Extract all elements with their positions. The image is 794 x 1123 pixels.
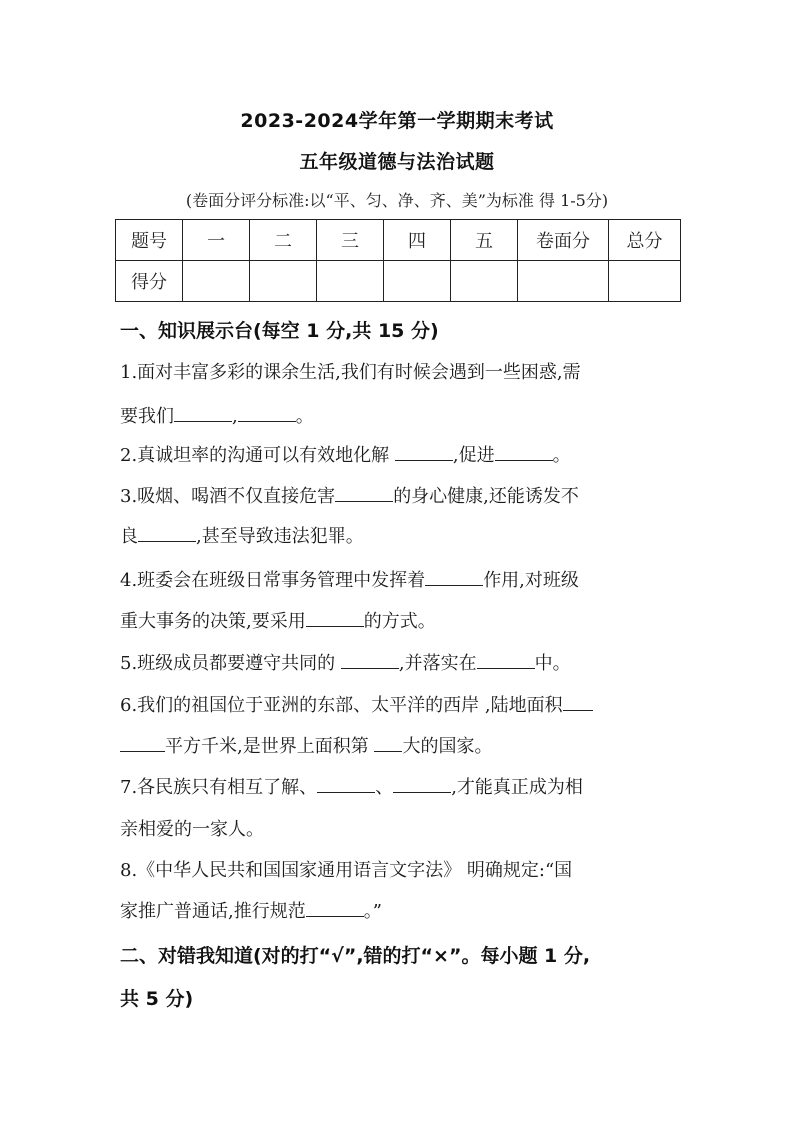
q7-text-c: ,才能真正成为相 <box>451 777 583 798</box>
score-table-cell: 五 <box>451 220 518 261</box>
score-empty-cell[interactable] <box>317 261 384 302</box>
answer-blank-continued[interactable] <box>120 732 165 752</box>
question-1-line2 <box>120 402 680 428</box>
q8-text-b1: 家推广普通话,推行规范 <box>120 901 306 922</box>
question-8-line1 <box>120 856 680 882</box>
q4-text-c2: 的方式。 <box>363 611 436 632</box>
score-empty-cell[interactable] <box>609 261 681 302</box>
q5-text-c: 中。 <box>534 653 571 674</box>
score-empty-cell[interactable] <box>384 261 451 302</box>
q7-text-d: 亲相爱的一家人。 <box>120 819 264 840</box>
q5-text-b: ,并落实在 <box>398 653 477 674</box>
q6-text-b2: 大的国家。 <box>402 736 493 757</box>
score-table-cell: 题号 <box>116 220 183 261</box>
answer-blank[interactable] <box>174 402 232 422</box>
score-table-cell: 四 <box>384 220 451 261</box>
question-3-line1 <box>120 482 680 508</box>
answer-blank[interactable] <box>395 441 453 461</box>
q3-text-c1: 良 <box>120 526 138 547</box>
question-7-line2 <box>120 815 680 841</box>
question-8-line2 <box>120 897 680 923</box>
answer-blank[interactable] <box>495 441 553 461</box>
answer-blank[interactable] <box>306 897 364 917</box>
q2-text-c: 。 <box>552 445 571 466</box>
score-table-header-row <box>116 220 681 261</box>
score-empty-cell[interactable] <box>451 261 518 302</box>
score-table-cell: 卷面分 <box>518 220 609 261</box>
q7-text-a: 7.各民族只有相互了解、 <box>120 777 318 798</box>
score-table-cell: 总分 <box>609 220 681 261</box>
q2-text-b: ,促进 <box>452 445 495 466</box>
answer-blank[interactable] <box>335 482 393 502</box>
q1-text-b1: 要我们 <box>120 406 174 427</box>
answer-blank[interactable] <box>138 522 196 542</box>
q3-text-a: 3.吸烟、喝酒不仅直接危害 <box>120 486 336 507</box>
exam-title: 2023-2024学年第一学期期末考试 <box>240 110 554 132</box>
section2-heading-line2: 共 5 分) <box>120 988 194 1010</box>
score-table <box>115 219 681 302</box>
question-7-line1 <box>120 773 680 799</box>
question-6-line2 <box>120 732 680 758</box>
q6-text-a: 6.我们的祖国位于亚洲的东部、太平洋的西岸 ,陆地面积 <box>120 695 563 716</box>
question-2 <box>120 441 680 467</box>
question-4-line2 <box>120 607 680 633</box>
answer-blank[interactable] <box>425 566 483 586</box>
question-5 <box>120 649 680 675</box>
scoring-note: (卷面分评分标准:以“平、匀、净、齐、美”为标准 得 1-5分) <box>185 191 609 210</box>
score-table-score-row <box>116 261 681 302</box>
answer-blank[interactable] <box>374 732 402 752</box>
section1-heading: 一、知识展示台(每空 1 分,共 15 分) <box>120 320 439 342</box>
question-4-line1 <box>120 566 680 592</box>
q4-text-a: 4.班委会在班级日常事务管理中发挥着 <box>120 570 426 591</box>
score-empty-cell[interactable] <box>183 261 250 302</box>
q4-text-c1: 重大事务的决策,要采用 <box>120 611 306 632</box>
question-1-line1 <box>120 358 680 384</box>
q1-text-b3: 。 <box>295 406 314 427</box>
question-6-line1 <box>120 691 680 717</box>
section2-heading-line1: 二、对错我知道(对的打“√”,错的打“×”。每小题 1 分, <box>120 945 591 967</box>
q7-text-b: 、 <box>375 777 394 798</box>
q3-text-b: 的身心健康,还能诱发不 <box>393 486 579 507</box>
answer-blank[interactable] <box>563 691 593 711</box>
answer-blank[interactable] <box>317 773 375 793</box>
answer-blank[interactable] <box>477 649 535 669</box>
q1-text: 1.面对丰富多彩的课余生活,我们有时候会遇到一些困惑,需 <box>120 362 581 383</box>
q8-text-a: 8.《中华人民共和国国家通用语言文字法》 明确规定:“国 <box>120 860 573 881</box>
answer-blank[interactable] <box>393 773 451 793</box>
score-table-cell: 三 <box>317 220 384 261</box>
score-row-label: 得分 <box>116 261 183 302</box>
score-table-cell: 一 <box>183 220 250 261</box>
q5-text-a: 5.班级成员都要遵守共同的 <box>120 653 341 674</box>
question-3-line2 <box>120 522 680 548</box>
q1-text-b2: , <box>232 406 238 427</box>
q3-text-c2: ,甚至导致违法犯罪。 <box>196 526 364 547</box>
score-table-cell: 二 <box>250 220 317 261</box>
q8-text-b2: 。” <box>363 901 382 922</box>
score-empty-cell[interactable] <box>250 261 317 302</box>
answer-blank[interactable] <box>306 607 364 627</box>
exam-subtitle: 五年级道德与法治试题 <box>299 151 495 173</box>
answer-blank[interactable] <box>341 649 399 669</box>
q6-text-b1: 平方千米,是世界上面积第 <box>165 736 375 757</box>
q4-text-b: 作用,对班级 <box>483 570 579 591</box>
answer-blank[interactable] <box>238 402 296 422</box>
score-empty-cell[interactable] <box>518 261 609 302</box>
q2-text-a: 2.真诚坦率的沟通可以有效地化解 <box>120 445 395 466</box>
